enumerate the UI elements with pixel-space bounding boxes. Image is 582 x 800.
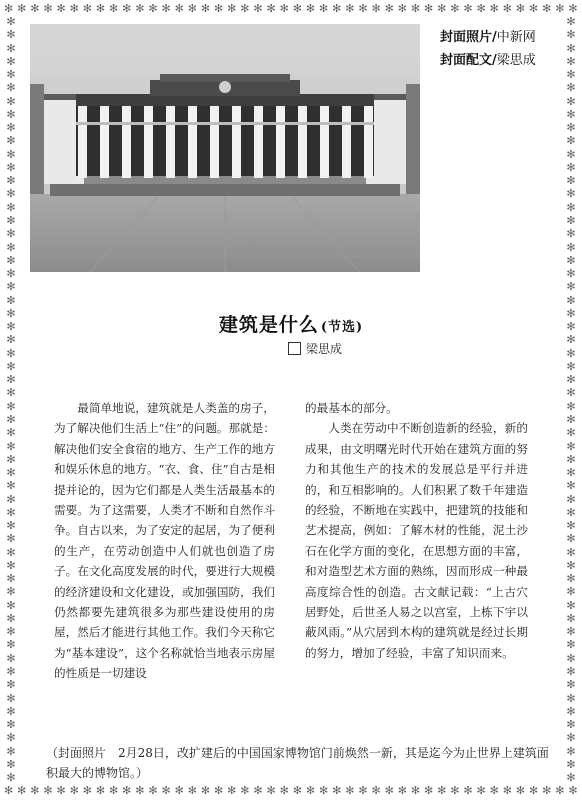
border-star-icon: ✻: [69, 2, 79, 15]
border-star-icon: ✻: [266, 2, 276, 15]
border-star-icon: ✻: [566, 771, 576, 784]
border-star-icon: ✻: [17, 784, 27, 797]
border-star-icon: ✻: [566, 519, 576, 533]
photo-credit-value: 中新网: [496, 30, 536, 45]
border-star-icon: ✻: [384, 2, 394, 15]
border-star-icon: ✻: [566, 625, 576, 639]
border-star-icon: ✻: [109, 784, 119, 797]
border-star-icon: ✻: [515, 2, 526, 15]
border-star-icon: ✻: [200, 2, 211, 15]
border-star-icon: ✻: [515, 784, 526, 797]
border-star-icon: ✻: [6, 16, 16, 28]
border-star-icon: ✻: [6, 187, 16, 201]
photo-credit-label: 封面照片/: [440, 30, 497, 45]
border-star-icon: ✻: [566, 665, 576, 679]
border-star-icon: ✻: [566, 718, 576, 732]
border-star-icon: ✻: [566, 187, 576, 201]
cover-photo-credit: [440, 26, 570, 49]
cover-credits: [440, 26, 570, 72]
border-star-icon: ✻: [6, 359, 16, 373]
border-star-icon: ✻: [292, 784, 302, 797]
border-star-icon: ✻: [227, 2, 237, 15]
border-star-icon: ✻: [463, 2, 473, 15]
border-star-icon: ✻: [566, 439, 576, 453]
border-star-icon: ✻: [566, 545, 576, 559]
border-star-icon: ✻: [6, 28, 16, 42]
border-star-icon: ✻: [6, 306, 16, 320]
border-star-icon: ✻: [345, 784, 355, 797]
article-left-column: [54, 398, 275, 684]
border-star-icon: ✻: [450, 784, 460, 797]
cover-text-credit: [440, 49, 570, 72]
border-star-icon: ✻: [566, 280, 576, 294]
border-star-icon: ✻: [148, 2, 158, 15]
border-star-icon: ✻: [6, 134, 16, 148]
left-paragraph-1: 最简单地说，建筑就是人类盖的房子，为了解决他们生活上“住”的问题。那就是：解决他们安全食宿的地方、生产工作的地方和娱乐休息的地方。“衣、食、住”自古是相提并论的，因为它们都是人类生活最基本的需要。为了这需要，人类才不断和自然作斗争。自古以来，为了安定的起居，为了便利的生产，在劳动创造中人们就也创造了房子。在文化高度发展的时代，要进行大规模的经济建设和文化建设，或加强国防，我们仍然都要先建筑很多为那些建设使用的房屋，然后才能进行其他工作。我们今天称它为“基本建设”，这个名称就恰当地表示房屋的性质是一切建设: [54, 401, 275, 681]
article-title-text: 建筑是什么: [218, 314, 319, 336]
border-star-icon: ✻: [6, 585, 16, 599]
border-star-icon: ✻: [6, 638, 16, 652]
border-star-icon: ✻: [279, 2, 289, 15]
border-star-icon: ✻: [6, 572, 16, 586]
border-star-icon: ✻: [292, 2, 302, 15]
border-star-icon: ✻: [529, 2, 539, 15]
border-star-icon: ✻: [566, 68, 576, 82]
border-star-icon: ✻: [437, 2, 447, 15]
border-star-icon: ✻: [6, 426, 16, 440]
border-star-icon: ✻: [253, 2, 263, 15]
border-star-icon: ✻: [463, 784, 473, 797]
border-star-icon: ✻: [214, 2, 224, 15]
border-star-icon: ✻: [6, 121, 16, 135]
author-byline: [288, 340, 342, 357]
border-star-icon: ✻: [489, 784, 499, 797]
border-star-icon: ✻: [566, 134, 576, 148]
border-star-icon: ✻: [566, 240, 576, 254]
right-paragraph-2: 人类在劳动中不断创造新的经验，新的成果，由文明曙光时代开始在建筑方面的努力和其他生产的技术的发展总是平行并进的，和互相影响的。人们积累了数千年建造的经验，不断地在实践中，把建筑的技能和艺术提高，例如：了解木材的性能，泥土沙石在化学方面的变化，在思想方面的丰富，和对造型艺术方面的熟练，因而形成一种最高度综合性的创造。古文献记载：“上古穴居野处，后世圣人易之以宫室，上栋下宇以蔽风雨。”从穴居到木构的建筑就是经过长期的努力，增加了经验，丰富了知识而来。: [305, 421, 528, 660]
article-subtitle: (节选): [320, 320, 364, 335]
border-star-icon: ✻: [56, 784, 66, 797]
border-star-icon: ✻: [566, 267, 576, 281]
border-star-icon: ✻: [566, 572, 576, 586]
text-credit-value: 梁思成: [496, 53, 536, 68]
border-star-icon: ✻: [566, 253, 576, 267]
border-star-icon: ✻: [566, 412, 576, 426]
border-star-icon: ✻: [410, 2, 421, 15]
border-star-icon: ✻: [476, 2, 486, 15]
border-star-icon: ✻: [266, 784, 276, 797]
border-star-icon: ✻: [6, 771, 16, 784]
border-star-icon: ✻: [566, 426, 576, 440]
border-star-icon: ✻: [566, 452, 576, 466]
border-star-icon: ✻: [345, 2, 355, 15]
border-star-icon: ✻: [135, 784, 145, 797]
border-star-icon: ✻: [240, 2, 250, 15]
border-star-icon: ✻: [566, 81, 576, 95]
border-star-icon: ✻: [566, 678, 576, 692]
border-star-icon: ✻: [424, 784, 434, 797]
article-heading: [0, 306, 582, 337]
border-star-icon: ✻: [566, 731, 576, 745]
border-star-icon: ✻: [566, 306, 576, 320]
border-star-icon: ✻: [56, 2, 66, 15]
border-star-icon: ✻: [43, 2, 53, 15]
border-star-icon: ✻: [30, 784, 40, 797]
border-star-icon: ✻: [6, 399, 16, 413]
border-star-icon: ✻: [6, 492, 16, 506]
border-star-icon: ✻: [566, 227, 576, 241]
border-star-icon: ✻: [6, 54, 16, 68]
border-star-icon: ✻: [6, 731, 16, 745]
border-star-icon: ✻: [566, 704, 576, 718]
border-star-icon: ✻: [6, 293, 16, 307]
bottom-star-border: [0, 784, 582, 798]
border-star-icon: ✻: [566, 200, 576, 214]
border-star-icon: ✻: [371, 2, 381, 15]
border-star-icon: ✻: [6, 68, 16, 82]
border-star-icon: ✻: [240, 784, 250, 797]
border-star-icon: ✻: [566, 94, 576, 108]
border-star-icon: ✻: [502, 784, 512, 797]
border-star-icon: ✻: [95, 784, 106, 797]
border-star-icon: ✻: [529, 784, 539, 797]
border-star-icon: ✻: [566, 532, 576, 546]
top-star-border: [0, 2, 582, 16]
left-star-border: [4, 16, 18, 784]
border-star-icon: ✻: [6, 532, 16, 546]
border-star-icon: ✻: [566, 757, 576, 771]
border-star-icon: ✻: [122, 784, 132, 797]
border-star-icon: ✻: [566, 611, 576, 625]
border-star-icon: ✻: [384, 784, 394, 797]
border-star-icon: ✻: [161, 784, 171, 797]
border-star-icon: ✻: [4, 2, 14, 15]
border-star-icon: ✻: [566, 320, 576, 334]
border-star-icon: ✻: [476, 784, 486, 797]
border-star-icon: ✻: [305, 784, 316, 797]
border-star-icon: ✻: [489, 2, 499, 15]
border-star-icon: ✻: [6, 704, 16, 718]
border-star-icon: ✻: [214, 784, 224, 797]
border-star-icon: ✻: [6, 253, 16, 267]
border-star-icon: ✻: [174, 784, 184, 797]
border-star-icon: ✻: [6, 757, 16, 771]
border-star-icon: ✻: [148, 784, 158, 797]
border-star-icon: ✻: [566, 744, 576, 758]
border-star-icon: ✻: [6, 412, 16, 426]
byline-box-icon: [288, 342, 301, 355]
border-star-icon: ✻: [253, 784, 263, 797]
border-star-icon: ✻: [305, 2, 316, 15]
border-star-icon: ✻: [187, 784, 197, 797]
border-star-icon: ✻: [6, 479, 16, 493]
border-star-icon: ✻: [6, 320, 16, 334]
border-star-icon: ✻: [69, 784, 79, 797]
border-star-icon: ✻: [332, 2, 342, 15]
border-star-icon: ✻: [566, 505, 576, 519]
border-star-icon: ✻: [6, 174, 16, 188]
border-star-icon: ✻: [566, 373, 576, 387]
text-credit-label: 封面配文/: [440, 53, 497, 68]
border-star-icon: ✻: [410, 784, 421, 797]
border-star-icon: ✻: [6, 94, 16, 108]
border-star-icon: ✻: [6, 280, 16, 294]
border-star-icon: ✻: [424, 2, 434, 15]
border-star-icon: ✻: [566, 107, 576, 121]
border-star-icon: ✻: [397, 784, 407, 797]
cover-photo-museum: [30, 24, 420, 272]
border-star-icon: ✻: [122, 2, 132, 15]
border-star-icon: ✻: [566, 147, 576, 161]
border-star-icon: ✻: [6, 160, 16, 174]
right-paragraph-1: 的最基本的部分。: [305, 401, 398, 415]
border-star-icon: ✻: [566, 691, 576, 705]
border-star-icon: ✻: [566, 121, 576, 135]
border-star-icon: ✻: [6, 665, 16, 679]
border-star-icon: ✻: [566, 293, 576, 307]
border-star-icon: ✻: [6, 267, 16, 281]
border-star-icon: ✻: [6, 81, 16, 95]
border-star-icon: ✻: [6, 373, 16, 387]
author-name: 梁思成: [306, 342, 343, 356]
border-star-icon: ✻: [566, 386, 576, 400]
border-star-icon: ✻: [6, 651, 16, 665]
border-star-icon: ✻: [566, 160, 576, 174]
border-star-icon: ✻: [555, 784, 565, 797]
border-star-icon: ✻: [358, 2, 368, 15]
border-star-icon: ✻: [6, 505, 16, 519]
border-star-icon: ✻: [566, 638, 576, 652]
border-star-icon: ✻: [6, 625, 16, 639]
border-star-icon: ✻: [6, 519, 16, 533]
border-star-icon: ✻: [4, 784, 14, 797]
border-star-icon: ✻: [542, 2, 552, 15]
border-star-icon: ✻: [6, 386, 16, 400]
border-star-icon: ✻: [17, 2, 27, 15]
border-star-icon: ✻: [566, 466, 576, 480]
border-star-icon: ✻: [566, 598, 576, 612]
border-star-icon: ✻: [450, 2, 460, 15]
border-star-icon: ✻: [43, 784, 53, 797]
right-star-border: [564, 16, 578, 784]
border-star-icon: ✻: [332, 784, 342, 797]
article-right-column: [305, 398, 528, 663]
article-title: [219, 314, 363, 336]
border-star-icon: ✻: [95, 2, 106, 15]
border-star-icon: ✻: [6, 213, 16, 227]
border-star-icon: ✻: [566, 651, 576, 665]
border-star-icon: ✻: [566, 41, 576, 55]
border-star-icon: ✻: [566, 346, 576, 360]
border-star-icon: ✻: [109, 2, 119, 15]
border-star-icon: ✻: [6, 452, 16, 466]
border-star-icon: ✻: [358, 784, 368, 797]
border-star-icon: ✻: [6, 346, 16, 360]
border-star-icon: ✻: [82, 2, 92, 15]
border-star-icon: ✻: [279, 784, 289, 797]
border-star-icon: ✻: [6, 744, 16, 758]
border-star-icon: ✻: [6, 611, 16, 625]
border-star-icon: ✻: [319, 784, 329, 797]
border-star-icon: ✻: [566, 213, 576, 227]
border-star-icon: ✻: [437, 784, 447, 797]
border-star-icon: ✻: [566, 54, 576, 68]
border-star-icon: ✻: [6, 200, 16, 214]
border-star-icon: ✻: [227, 784, 237, 797]
border-star-icon: ✻: [566, 16, 576, 28]
border-star-icon: ✻: [555, 2, 565, 15]
border-star-icon: ✻: [6, 41, 16, 55]
border-star-icon: ✻: [6, 439, 16, 453]
border-star-icon: ✻: [568, 2, 578, 15]
border-star-icon: ✻: [566, 558, 576, 572]
border-star-icon: ✻: [566, 479, 576, 493]
border-star-icon: ✻: [161, 2, 171, 15]
border-star-icon: ✻: [6, 107, 16, 121]
border-star-icon: ✻: [6, 718, 16, 732]
border-star-icon: ✻: [6, 691, 16, 705]
border-star-icon: ✻: [174, 2, 184, 15]
border-star-icon: ✻: [566, 359, 576, 373]
border-star-icon: ✻: [6, 545, 16, 559]
photo-caption: （封面照片 2月28日，改扩建后的中国国家博物馆门前焕然一新，其是迄今为止世界上建筑面积最大的博物馆。）: [46, 746, 549, 780]
border-star-icon: ✻: [566, 585, 576, 599]
border-star-icon: ✻: [6, 240, 16, 254]
border-star-icon: ✻: [566, 492, 576, 506]
border-star-icon: ✻: [30, 2, 40, 15]
border-star-icon: ✻: [566, 399, 576, 413]
border-star-icon: ✻: [542, 784, 552, 797]
border-star-icon: ✻: [568, 784, 578, 797]
border-star-icon: ✻: [6, 558, 16, 572]
border-star-icon: ✻: [566, 28, 576, 42]
border-star-icon: ✻: [135, 2, 145, 15]
border-star-icon: ✻: [502, 2, 512, 15]
border-star-icon: ✻: [371, 784, 381, 797]
border-star-icon: ✻: [566, 174, 576, 188]
border-star-icon: ✻: [397, 2, 407, 15]
border-star-icon: ✻: [200, 784, 211, 797]
border-star-icon: ✻: [566, 333, 576, 347]
border-star-icon: ✻: [187, 2, 197, 15]
border-star-icon: ✻: [319, 2, 329, 15]
border-star-icon: ✻: [6, 147, 16, 161]
border-star-icon: ✻: [6, 678, 16, 692]
border-star-icon: ✻: [6, 333, 16, 347]
border-star-icon: ✻: [6, 466, 16, 480]
border-star-icon: ✻: [6, 227, 16, 241]
border-star-icon: ✻: [6, 598, 16, 612]
border-star-icon: ✻: [82, 784, 92, 797]
